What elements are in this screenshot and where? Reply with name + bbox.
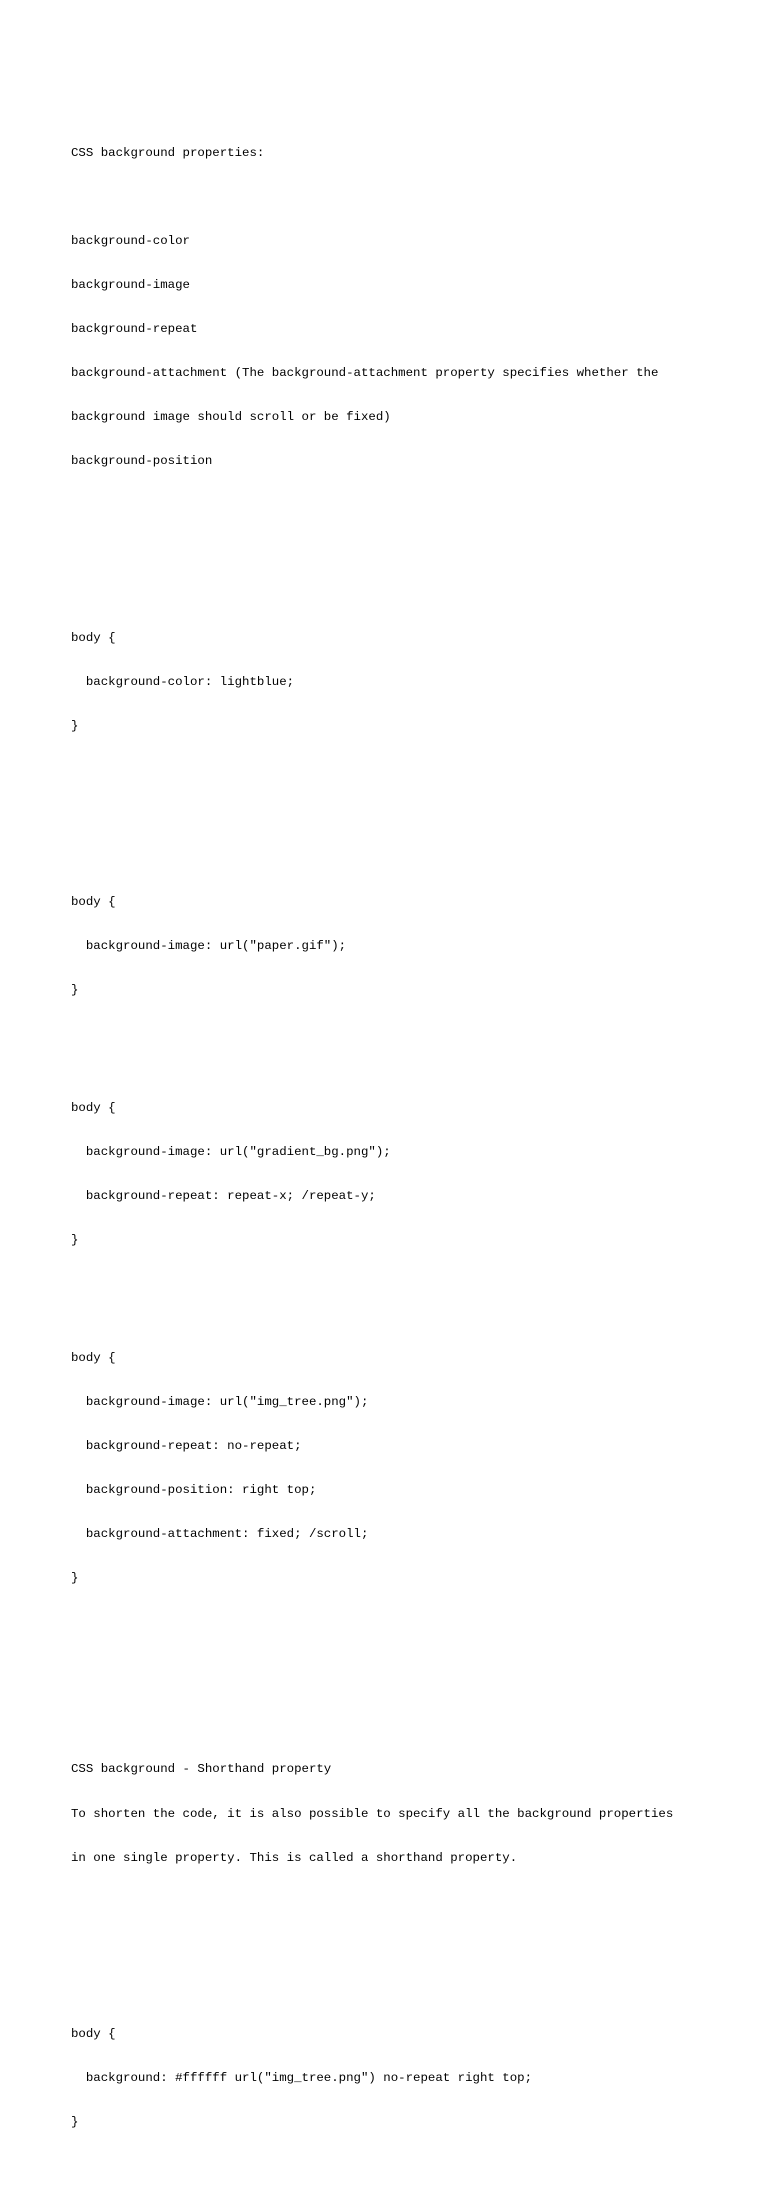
shorthand-section [71,1733,731,1895]
code-line: background-repeat: repeat-x; /repeat-y; [71,1189,376,1204]
code-example-background-color [71,601,731,763]
property-line: background-color [71,233,190,248]
description-line: To shorten the code, it is also possible to specify all the background properties [71,1806,674,1821]
code-line: } [71,1571,79,1586]
code-line: background-position: right top; [71,1483,317,1498]
code-line: } [71,718,79,733]
code-line: } [71,1233,79,1248]
property-line: background-position [71,454,213,469]
code-line: body { [71,630,116,645]
shorthand-heading: CSS background - Shorthand property [71,1762,332,1777]
description-line: in one single property. This is called a shorthand property. [71,1850,518,1865]
property-line: background image should scroll or be fixed) [71,410,391,425]
code-example-background-image [71,866,731,1028]
code-line: background-repeat: no-repeat; [71,1439,302,1454]
code-line: background: #ffffff url("img_tree.png") no-repeat right top; [71,2071,533,2086]
property-line: background-image [71,277,190,292]
code-line: body { [71,1100,116,1115]
spacer [71,1660,731,1689]
code-line: } [71,2115,79,2130]
code-line: background-color: lightblue; [71,674,295,689]
document-page [71,72,731,2189]
spacer [71,1939,731,1954]
intro-section [71,116,731,498]
code-line: body { [71,2027,116,2042]
code-line: background-attachment: fixed; /scroll; [71,1527,369,1542]
code-line: } [71,983,79,998]
spacer [71,542,731,557]
code-line: background-image: url("gradient_bg.png"); [71,1145,391,1160]
property-line: background-attachment (The background-attachment property specifies whether the [71,365,659,380]
code-example-background-repeat [71,1072,731,1278]
property-line: background-repeat [71,321,198,336]
code-line: body { [71,895,116,910]
intro-heading: CSS background properties: [71,145,265,160]
code-example-shorthand [71,1998,731,2160]
code-line: background-image: url("paper.gif"); [71,939,347,954]
spacer [71,807,731,822]
spacer [71,190,731,205]
code-line: body { [71,1350,116,1365]
code-example-background-position [71,1321,731,1615]
code-line: background-image: url("img_tree.png"); [71,1394,369,1409]
